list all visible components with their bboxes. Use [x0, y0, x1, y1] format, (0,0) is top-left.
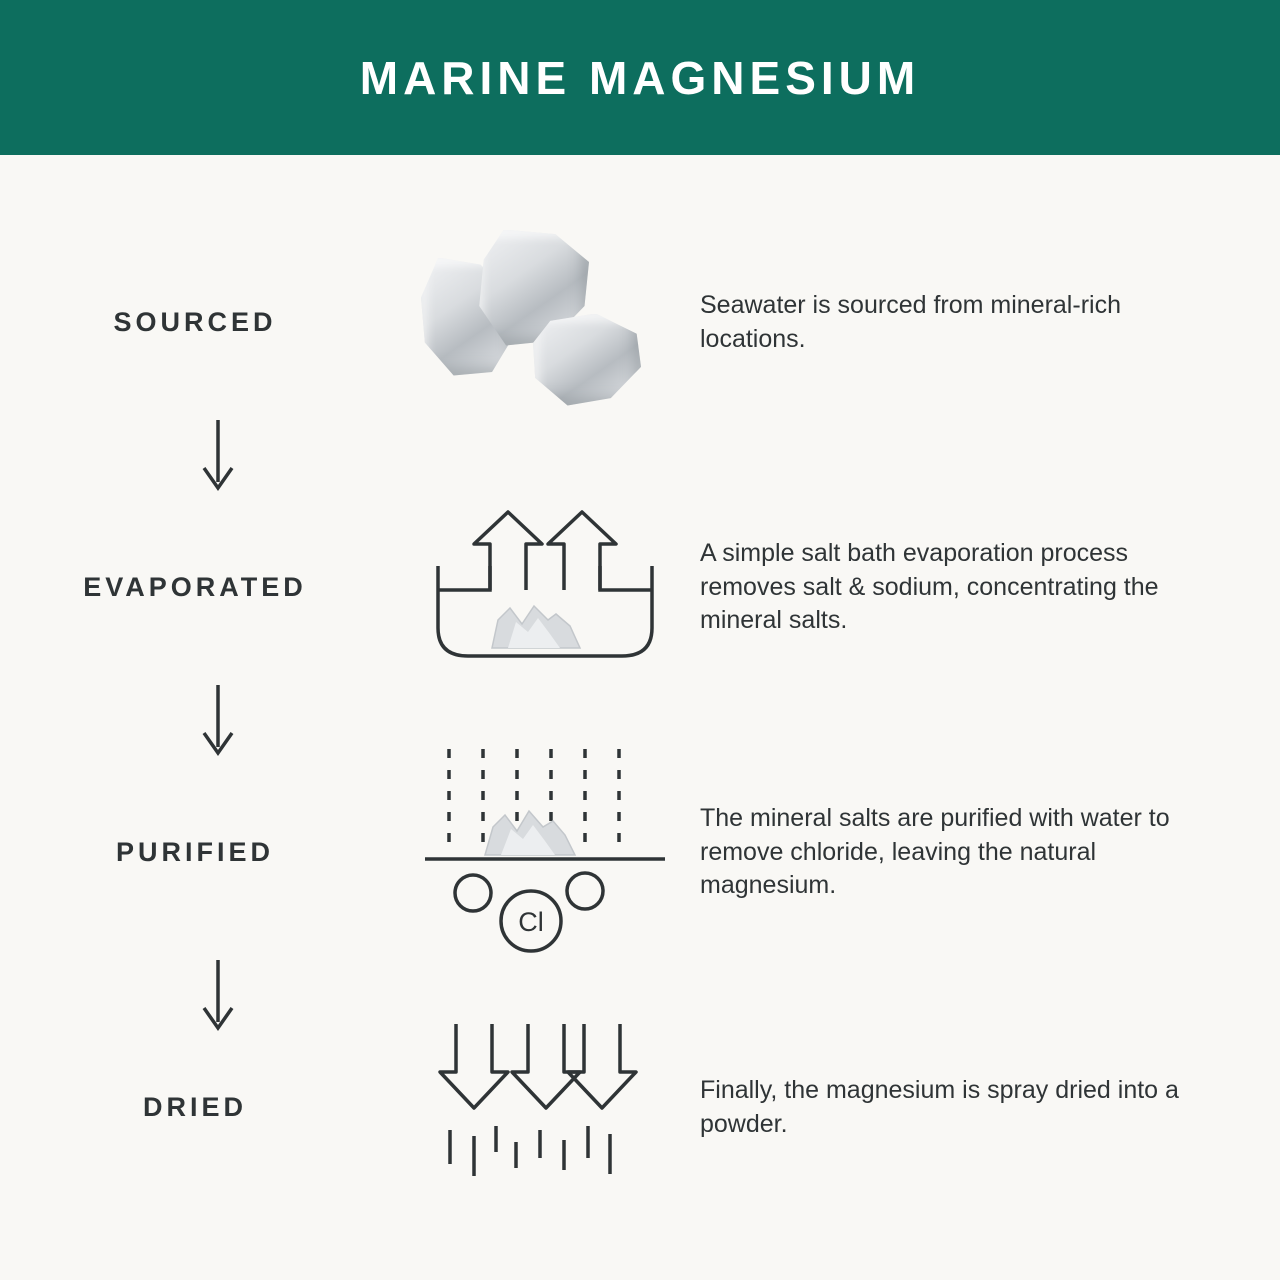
chloride-separation-icon [390, 743, 700, 963]
step-label-dried: DRIED [142, 1092, 247, 1122]
molecule-label: Cl [518, 906, 544, 937]
step-purified [0, 720, 1280, 985]
step-label-evaporated: EVAPORATED [83, 572, 307, 602]
step-dried [0, 975, 1280, 1240]
spray-dry-icon [390, 1018, 700, 1198]
evaporation-basin-icon [390, 508, 700, 668]
step-label-purified: PURIFIED [115, 837, 274, 867]
process-steps [0, 155, 1280, 1280]
page-title: MARINE MAGNESIUM [359, 51, 921, 104]
mineral-crystals-icon [390, 228, 700, 418]
step-description-evaporated: A simple salt bath evaporation process removes salt & sodium, concentrating the mineral salts. [700, 538, 1159, 635]
step-label-sourced: SOURCED [113, 307, 277, 337]
header-banner [0, 0, 1280, 155]
step-description-sourced: Seawater is sourced from mineral-rich locations. [700, 290, 1121, 353]
step-description-purified: The mineral salts are purified with water to remove chloride, leaving the natural magnesium. [700, 803, 1170, 900]
step-description-dried: Finally, the magnesium is spray dried into a powder. [700, 1075, 1179, 1138]
